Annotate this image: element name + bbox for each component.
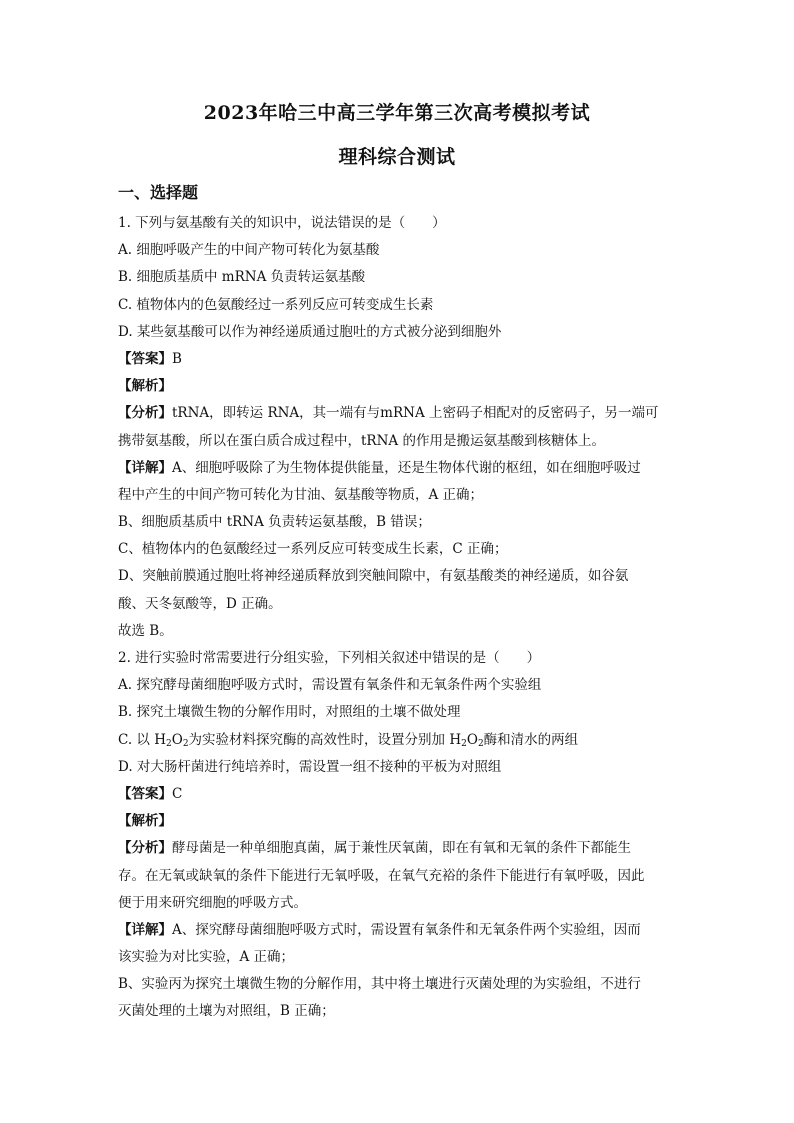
question-2-fenxi-line — [118, 835, 678, 862]
question-2-analysis-label: 【解析】 — [118, 813, 172, 830]
exam-subtitle: 理科综合测试 — [338, 146, 456, 168]
question-2-answer — [118, 781, 678, 808]
question-1-analysis-label: 【解析】 — [118, 378, 172, 395]
document-body — [118, 210, 678, 1026]
question-1-detail-line: B、细胞质基质中 tRNA 负责转运氨基酸，B 错误； — [118, 514, 431, 531]
question-2-option-b: B. 探究土壤微生物的分解作用时，对照组的土壤不做处理 — [118, 704, 461, 721]
option-c-text: O — [171, 731, 183, 748]
question-2-detail-line — [118, 917, 678, 944]
question-2-detail-line: 灭菌处理的土壤为对照组，B 正确； — [118, 1003, 335, 1020]
section-heading: 一、选择题 — [118, 183, 199, 202]
question-1-option-b: B. 细胞质基质中 mRNA 负责转运氨基酸 — [118, 269, 366, 286]
option-c-text: 为实验材料探究酶的高效性时，设置分别加 H — [188, 731, 462, 748]
question-1-option-d: D. 某些氨基酸可以作为神经递质通过胞吐的方式被分泌到细胞外 — [118, 323, 502, 340]
exam-title: 2023年哈三中高三学年第三次高考模拟考试 — [203, 102, 591, 124]
subscript: 2 — [166, 738, 172, 749]
option-c-text: O — [466, 731, 478, 748]
question-2-fenxi-line: 便于用来研究细胞的呼吸方式。 — [118, 894, 307, 911]
question-2-option-a: A. 探究酵母菌细胞呼吸方式时，需设置有氧条件和无氧条件两个实验组 — [118, 677, 542, 694]
question-1-detail-line — [118, 455, 678, 482]
question-1-answer — [118, 346, 678, 373]
answer-label: 【答案】 — [118, 785, 172, 802]
detail-text: A、细胞呼吸除了为生物体提供能量，还是生物体代谢的枢纽，如在细胞呼吸过 — [172, 459, 641, 476]
question-2-option-d: D. 对大肠杆菌进行纯培养时，需设置一组不接种的平板为对照组 — [118, 758, 502, 775]
question-1-detail-line: 程中产生的中间产物可转化为甘油、氨基酸等物质，A 正确； — [118, 486, 484, 503]
fenxi-text: tRNA，即转运 RNA，其一端有与mRNA 上密码子相配对的反密码子，另一端可 — [172, 405, 659, 422]
answer-value: C — [172, 785, 183, 802]
detail-label: 【详解】 — [118, 921, 172, 938]
detail-label: 【详解】 — [118, 459, 172, 476]
fenxi-label: 【分析】 — [118, 405, 172, 422]
question-1-option-a: A. 细胞呼吸产生的中间产物可转化为氨基酸 — [118, 242, 380, 259]
question-1-fenxi-line — [118, 400, 678, 427]
fenxi-text: 酵母菌是一种单细胞真菌，属于兼性厌氧菌，即在有氧和无氧的条件下都能生 — [172, 840, 631, 857]
question-2-stem: 2. 进行实验时常需要进行分组实验，下列相关叙述中错误的是（ ） — [118, 650, 541, 666]
question-1-conclusion: 故选 B。 — [118, 622, 173, 639]
question-1-detail-line: D、突触前膜通过胞吐将神经递质释放到突触间隙中，有氨基酸类的神经递质，如谷氨 — [118, 568, 629, 585]
subscript: 2 — [477, 738, 484, 749]
question-1-stem: 1. 下列与氨基酸有关的知识中，说法错误的是（ ） — [118, 215, 446, 231]
question-1-option-c: C. 植物体内的色氨酸经过一系列反应可转变成生长素 — [118, 296, 434, 313]
question-1-detail-line: 酸、天冬氨酸等，D 正确。 — [118, 595, 282, 612]
question-2-option-c — [118, 727, 678, 754]
answer-label: 【答案】 — [118, 350, 172, 367]
option-c-text: 酶和清水的两组 — [483, 731, 579, 748]
question-1-fenxi-line: 携带氨基酸，所以在蛋白质合成过程中，tRNA 的作用是搬运氨基酸到核糖体上。 — [118, 432, 605, 449]
question-1-detail-line: C、植物体内的色氨酸经过一系列反应可转变成生长素，C 正确； — [118, 541, 508, 558]
subscript: 2 — [182, 738, 189, 749]
question-2-fenxi-line: 存。在无氧或缺氧的条件下能进行无氧呼吸，在氧气充裕的条件下能进行有氧呼吸，因此 — [118, 867, 645, 884]
detail-text: A、探究酵母菌细胞呼吸方式时，需设置有氧条件和无氧条件两个实验组，因而 — [172, 921, 641, 938]
question-2-detail-line: 该实验为对比实验，A 正确； — [118, 949, 295, 966]
subscript: 2 — [461, 738, 467, 749]
fenxi-label: 【分析】 — [118, 840, 172, 857]
question-2-detail-line: B、实验丙为探究土壤微生物的分解作用，其中将土壤进行灭菌处理的为实验组，不进行 — [118, 976, 641, 993]
option-c-text: C. 以 H — [118, 731, 166, 748]
answer-value: B — [172, 350, 182, 367]
